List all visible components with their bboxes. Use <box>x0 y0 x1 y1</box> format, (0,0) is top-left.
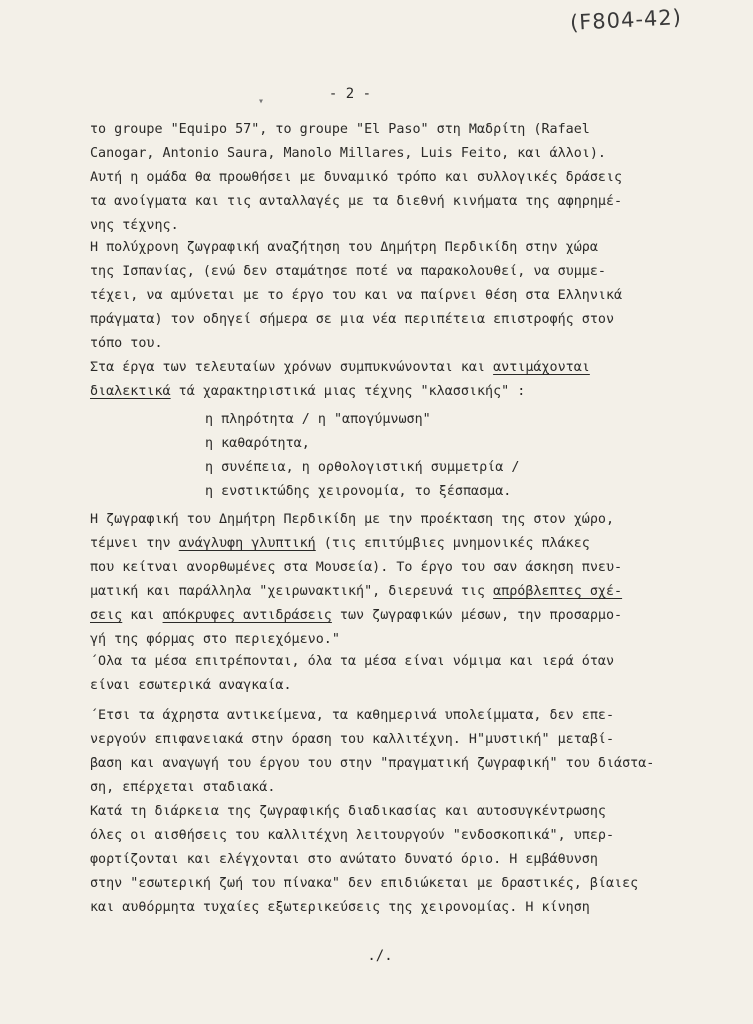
stray-mark: ▾ <box>258 96 265 107</box>
text-line <box>90 532 700 556</box>
text-line: νεργούν επιφανειακά στην όραση του καλλιτέχνη. Η"μυστική" μεταβί- <box>90 732 615 747</box>
text-span: τά χαρακτηριστικά μιας τέχνης "κλασσικής" : <box>170 384 526 399</box>
paragraph-7 <box>90 800 700 920</box>
text-line: τόπο του. <box>90 336 163 351</box>
text-span: (τις επιτύμβιες μνημονικές πλάκες <box>315 536 590 551</box>
text-line: Αυτή η ομάδα θα προωθήσει με δυναμικό τρόπο και συλλογικές δράσεις <box>90 170 623 185</box>
list-item: η ενστικτώδης χειρονομία, το ξέσπασμα. <box>205 484 512 499</box>
text-line: Canogar, Antonio Saura, Manolo Millares, Luis Feito, και άλλοι). <box>90 146 606 161</box>
underlined-phrase: απόκρυφες αντιδράσεις <box>162 608 332 623</box>
underlined-phrase: διαλεκτικά <box>90 384 171 399</box>
paragraph-3 <box>90 356 700 404</box>
text-line <box>90 380 700 404</box>
text-span: Στα έργα των τελευταίων χρόνων συμπυκνώνονται και <box>90 360 494 375</box>
text-line: το groupe "Equipo 57", το groupe "El Paso" στη Μαδρίτη (Rafael <box>90 122 590 137</box>
text-line: ΄Ετσι τα άχρηστα αντικείμενα, τα καθημερινά υπολείμματα, δεν επε- <box>90 708 615 723</box>
underlined-phrase: αντιμάχονται <box>493 360 590 375</box>
paragraph-2 <box>90 236 700 356</box>
text-line: τέχει, να αμύνεται με το έργο του και να παίρνει θέση στα Ελληνικά <box>90 288 623 303</box>
page-number: - 2 - <box>328 86 372 102</box>
text-span: των ζωγραφικών μέσων, την προσαρμο- <box>331 608 623 623</box>
text-line: νης τέχνης. <box>90 218 179 233</box>
text-line: της Ισπανίας, (ενώ δεν σταμάτησε ποτέ να παρακολουθεί, να συμμε- <box>90 264 606 279</box>
text-line: Η πολύχρονη ζωγραφική αναζήτηση του Δημήτρη Περδικίδη στην χώρα <box>90 240 598 255</box>
text-line: στην "εσωτερική ζωή του πίνακα" δεν επιδιώκεται με δραστικές, βίαιες <box>90 876 639 891</box>
text-line: και αυθόρμητα τυχαίες εξωτερικεύσεις της χειρονομίας. Η κίνηση <box>90 900 590 915</box>
text-line: είναι εσωτερικά αναγκαία. <box>90 678 292 693</box>
list-item: η πληρότητα / η "απογύμνωση" <box>205 412 431 427</box>
paragraph-4 <box>90 508 700 652</box>
underlined-phrase: απρόβλεπτες σχέ- <box>493 584 623 599</box>
text-line: πράγματα) τον οδηγεί σήμερα σε μια νέα περιπέτεια επιστροφής στον <box>90 312 615 327</box>
underlined-phrase: σεις <box>90 608 123 623</box>
text-line: φορτίζονται και ελέγχονται στο ανώτατο δυνατό όριο. Η εμβάθυνση <box>90 852 598 867</box>
indented-list <box>90 408 700 504</box>
text-span: τέμνει την <box>90 536 179 551</box>
paragraph-6 <box>90 704 700 800</box>
text-line: όλες οι αισθήσεις του καλλιτέχνη λειτουργούν "ενδοσκοπικά", υπερ- <box>90 828 615 843</box>
text-line: τα ανοίγματα και τις ανταλλαγές με τα διεθνή κινήματα της αφηρημέ- <box>90 194 623 209</box>
list-item: η καθαρότητα, <box>205 436 310 451</box>
text-line: που κείτναι ανορθωμένες στα Μουσεία). Το έργο του σαν άσκηση πνευ- <box>90 560 623 575</box>
text-line: ΄Ολα τα μέσα επιτρέπονται, όλα τα μέσα είναι νόμιμα και ιερά όταν <box>90 654 615 669</box>
text-line <box>90 580 700 604</box>
text-line <box>90 604 700 628</box>
text-line: Η ζωγραφική του Δημήτρη Περδικίδη με την προέκταση της στον χώρο, <box>90 512 615 527</box>
paragraph-5 <box>90 650 700 698</box>
text-span: ματική και παράλληλα "χειρωνακτική", διερευνά τις <box>90 584 494 599</box>
text-line: Κατά τη διάρκεια της ζωγραφικής διαδικασίας και αυτοσυγκέντρωσης <box>90 804 606 819</box>
paragraph-1 <box>90 118 700 238</box>
text-line: βαση και αναγωγή του έργου του στην "πραγματική ζωγραφική" του διάστα- <box>90 756 655 771</box>
archive-reference: (F804-42) <box>569 5 683 35</box>
list-item: η συνέπεια, η ορθολογιστική συμμετρία / <box>205 460 520 475</box>
text-line: ση, επέρχεται σταδιακά. <box>90 780 276 795</box>
underlined-phrase: ανάγλυφη γλυπτική <box>178 536 316 551</box>
continuation-mark: ./. <box>367 948 393 964</box>
text-span: και <box>122 608 163 623</box>
text-line <box>90 356 700 380</box>
text-line: γή της φόρμας στο περιεχόμενο." <box>90 632 340 647</box>
